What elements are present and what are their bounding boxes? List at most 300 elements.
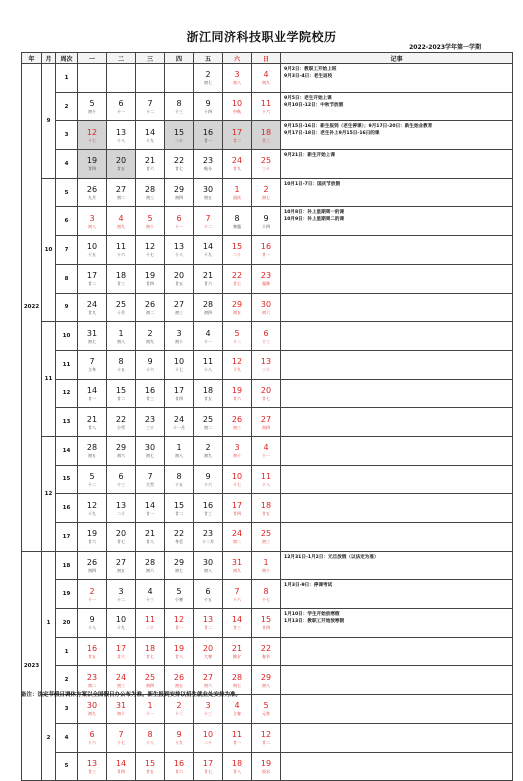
lunar-date: 初二 — [204, 424, 212, 430]
day-cell-wed — [136, 150, 165, 179]
lunar-date: 廿四 — [146, 281, 154, 287]
day-number: 29 — [260, 672, 272, 682]
day-number: 22 — [173, 156, 185, 166]
lunar-date: 初三 — [233, 424, 241, 430]
lunar-date: 三十 — [146, 424, 154, 430]
day-number: 14 — [144, 127, 156, 137]
day-cell-sun — [252, 178, 281, 207]
week-number-cell: 7 — [56, 236, 78, 265]
day-cell-tue — [107, 408, 136, 437]
lunar-date: 初二 — [233, 539, 241, 545]
day-cell-sat — [223, 580, 252, 609]
day-cell-fri — [194, 207, 223, 236]
day-number: 13 — [260, 357, 272, 367]
lunar-date: 寒露 — [233, 223, 241, 229]
lunar-date: 十八 — [204, 367, 212, 373]
day-cell-sun — [252, 752, 281, 781]
day-number: 2 — [263, 185, 269, 195]
lunar-date: 初四 — [262, 424, 270, 430]
day-number: 7 — [147, 471, 153, 481]
day-cell-sun — [252, 92, 281, 121]
week-row — [22, 322, 513, 351]
lunar-date: 十三 — [146, 596, 154, 602]
day-number: 13 — [115, 500, 127, 510]
lunar-date: 廿八 — [175, 654, 183, 660]
day-number: 2 — [89, 586, 95, 596]
day-cell-sat — [223, 436, 252, 465]
day-cell-fri — [194, 350, 223, 379]
day-cell-wed — [136, 121, 165, 150]
day-cell-sun — [252, 609, 281, 638]
month-cell: 12 — [42, 436, 56, 551]
day-cell-sat — [223, 408, 252, 437]
week-row — [22, 150, 513, 179]
day-cell-sat — [223, 207, 252, 236]
lunar-date: 十二 — [117, 596, 125, 602]
note-line: 9月5日：老生开始上课 — [284, 95, 332, 101]
header-row — [22, 53, 513, 64]
lunar-date: 除夕 — [233, 654, 241, 660]
month-cell: 11 — [42, 322, 56, 437]
day-cell-sun — [252, 637, 281, 666]
month-cell: 2 — [42, 695, 56, 781]
day-cell-fri — [194, 150, 223, 179]
day-cell-thu — [165, 379, 194, 408]
day-cell-tue — [107, 436, 136, 465]
notes-cell — [281, 637, 513, 666]
day-cell-tue — [107, 264, 136, 293]
lunar-date: 初七 — [146, 453, 154, 459]
week-number-cell: 12 — [56, 379, 78, 408]
lunar-date: 初八 — [117, 338, 125, 344]
day-number: 8 — [118, 357, 124, 367]
month-cell: 1 — [42, 551, 56, 694]
page-title: 浙江同济科技职业学院校历 — [186, 30, 337, 44]
day-number: 20 — [173, 271, 185, 281]
note-line: 9月21日：新生开始上课 — [284, 153, 335, 159]
day-number: 13 — [173, 242, 185, 252]
day-cell-tue — [107, 322, 136, 351]
day-number: 27 — [173, 299, 185, 309]
lunar-date: 廿七 — [204, 768, 212, 774]
day-cell-mon — [78, 695, 107, 724]
notes-cell — [281, 551, 513, 580]
day-cell-sat — [223, 350, 252, 379]
day-number: 11 — [202, 357, 214, 367]
day-cell-fri — [194, 695, 223, 724]
header-tue: 二 — [107, 53, 136, 64]
day-number: 16 — [202, 127, 214, 137]
lunar-date: 十八 — [262, 481, 270, 487]
day-number: 24 — [231, 156, 243, 166]
day-number: 12 — [86, 500, 98, 510]
lunar-date: 大雪 — [146, 481, 154, 487]
day-cell-tue — [107, 465, 136, 494]
lunar-date: 十一月 — [173, 424, 185, 430]
day-cell-tue — [107, 580, 136, 609]
day-cell-sat — [223, 494, 252, 523]
notes-cell — [281, 379, 513, 408]
day-number: 21 — [144, 156, 156, 166]
lunar-date: 十九 — [146, 137, 154, 143]
day-cell-mon — [78, 92, 107, 121]
day-number: 6 — [205, 586, 211, 596]
header-year: 年 — [22, 53, 42, 64]
day-cell-wed — [136, 293, 165, 322]
day-number: 12 — [144, 242, 156, 252]
lunar-date: 二十 — [262, 367, 270, 373]
day-cell-wed — [136, 207, 165, 236]
day-number: 31 — [231, 558, 243, 568]
notes-cell — [281, 236, 513, 265]
day-number: 14 — [144, 500, 156, 510]
lunar-date: 冬至 — [175, 539, 183, 545]
lunar-date: 廿二 — [175, 510, 183, 516]
lunar-date: 初五 — [117, 568, 125, 574]
lunar-date: 初八 — [262, 682, 270, 688]
day-number: 4 — [147, 586, 153, 596]
calendar-body — [22, 64, 513, 781]
day-number: 5 — [234, 328, 240, 338]
day-number: 7 — [234, 586, 240, 596]
lunar-date: 十二 — [88, 481, 96, 487]
lunar-date: 十三 — [204, 711, 212, 717]
notes-cell — [281, 64, 513, 93]
day-number: 15 — [231, 242, 243, 252]
day-number: 3 — [89, 213, 95, 223]
day-cell-fri — [194, 408, 223, 437]
day-number: 25 — [202, 414, 214, 424]
day-number: 30 — [144, 443, 156, 453]
day-number: 30 — [202, 185, 214, 195]
header-week: 周次 — [56, 53, 78, 64]
day-number: 23 — [202, 156, 214, 166]
day-number: 12 — [173, 615, 185, 625]
note-line: 9月17日-18日：老生补上9月15日-16日的课 — [284, 131, 380, 137]
day-number: 3 — [234, 443, 240, 453]
lunar-date: 廿九 — [88, 309, 96, 315]
day-number: 7 — [89, 357, 95, 367]
notes-cell — [281, 121, 513, 150]
lunar-date: 十二月 — [202, 539, 214, 545]
day-cell-sun — [252, 695, 281, 724]
day-cell-mon — [78, 178, 107, 207]
day-number: 19 — [144, 271, 156, 281]
day-cell-mon — [78, 121, 107, 150]
day-number: 4 — [263, 70, 269, 80]
lunar-date: 廿六 — [175, 768, 183, 774]
lunar-date: 廿二 — [88, 281, 96, 287]
day-cell-wed — [136, 637, 165, 666]
footer-note: 备注：法定节假日调休方案以全国假日办公布为准。新生报到安排以招生就业处安排为准。 — [21, 692, 242, 698]
notes-cell — [281, 494, 513, 523]
lunar-date: 廿五 — [175, 281, 183, 287]
day-cell-fri — [194, 178, 223, 207]
day-cell-tue — [107, 150, 136, 179]
notes-cell — [281, 666, 513, 695]
day-number: 25 — [115, 299, 127, 309]
day-cell-wed — [136, 178, 165, 207]
lunar-date: 初九 — [88, 711, 96, 717]
day-cell-wed — [136, 551, 165, 580]
day-number: 14 — [115, 758, 127, 768]
day-cell-mon — [78, 236, 107, 265]
week-number-cell: 11 — [56, 350, 78, 379]
day-number: 8 — [147, 730, 153, 740]
day-cell-mon — [78, 264, 107, 293]
lunar-date: 初七 — [175, 568, 183, 574]
notes-cell — [281, 264, 513, 293]
lunar-date: 十二 — [146, 109, 154, 115]
day-number: 5 — [89, 99, 95, 109]
day-number: 24 — [115, 672, 127, 682]
lunar-date: 春节 — [262, 654, 270, 660]
day-cell-wed — [136, 494, 165, 523]
lunar-date: 初五 — [233, 309, 241, 315]
lunar-date: 初七 — [262, 195, 270, 201]
day-cell-sat — [223, 150, 252, 179]
week-number-cell: 17 — [56, 523, 78, 552]
year-cell: 2022 — [22, 64, 42, 552]
lunar-date: 初五 — [88, 453, 96, 459]
lunar-date: 元宵 — [262, 711, 270, 717]
day-cell-sat — [223, 64, 252, 93]
day-number: 3 — [118, 586, 124, 596]
lunar-date: 廿三 — [88, 768, 96, 774]
day-cell-thu — [165, 121, 194, 150]
day-cell-mon — [78, 408, 107, 437]
lunar-date: 廿七 — [175, 166, 183, 172]
day-cell-sat — [223, 637, 252, 666]
day-cell-sun — [252, 666, 281, 695]
week-row — [22, 293, 513, 322]
week-row — [22, 379, 513, 408]
day-number: 13 — [202, 615, 214, 625]
day-cell-fri — [194, 752, 223, 781]
week-row — [22, 178, 513, 207]
lunar-date: 初五 — [204, 195, 212, 201]
week-number-cell: 3 — [56, 695, 78, 724]
week-number-cell: 19 — [56, 580, 78, 609]
lunar-date: 小雪 — [117, 424, 125, 430]
day-cell-sun — [252, 551, 281, 580]
week-row — [22, 723, 513, 752]
lunar-date: 廿三 — [117, 281, 125, 287]
notes-cell — [281, 207, 513, 236]
week-number-cell: 2 — [56, 92, 78, 121]
week-number-cell: 6 — [56, 207, 78, 236]
day-number: 26 — [86, 558, 98, 568]
day-number: 19 — [86, 529, 98, 539]
day-number: 28 — [231, 672, 243, 682]
day-number: 20 — [202, 644, 214, 654]
day-number: 8 — [263, 586, 269, 596]
day-cell-thu — [165, 436, 194, 465]
day-number: 21 — [144, 529, 156, 539]
header-sat: 六 — [223, 53, 252, 64]
day-cell-thu — [165, 150, 194, 179]
lunar-date: 十七 — [117, 740, 125, 746]
day-number: 5 — [263, 701, 269, 711]
week-number-cell: 8 — [56, 264, 78, 293]
note-line: 1月3日-9日：停课考试 — [284, 583, 333, 589]
lunar-date: 十九 — [233, 367, 241, 373]
day-number: 6 — [263, 328, 269, 338]
day-cell-sun — [252, 207, 281, 236]
notes-cell — [281, 752, 513, 781]
day-number: 4 — [263, 443, 269, 453]
day-cell-sun — [252, 293, 281, 322]
week-number-cell: 16 — [56, 494, 78, 523]
day-cell-tue — [107, 637, 136, 666]
week-number-cell: 20 — [56, 609, 78, 638]
day-cell-mon — [78, 379, 107, 408]
note-line: 10月8日：补上星期周一的课 — [284, 210, 345, 216]
day-cell-sun — [252, 322, 281, 351]
week-row — [22, 637, 513, 666]
week-number-cell: 18 — [56, 551, 78, 580]
day-cell-fri — [194, 465, 223, 494]
note-line: 1月13日：教职工开始放寒假 — [284, 619, 345, 625]
day-cell-tue — [107, 121, 136, 150]
day-cell-mon — [78, 723, 107, 752]
day-cell-mon — [78, 637, 107, 666]
day-cell-sun — [252, 523, 281, 552]
lunar-date: 十月 — [117, 309, 125, 315]
lunar-date: 十一 — [262, 453, 270, 459]
lunar-date: 立春 — [233, 711, 241, 717]
day-cell-tue — [107, 236, 136, 265]
lunar-date: 初六 — [204, 682, 212, 688]
day-number: 27 — [115, 558, 127, 568]
week-row — [22, 350, 513, 379]
day-cell-tue — [107, 609, 136, 638]
day-number: 28 — [144, 185, 156, 195]
day-cell-thu — [165, 580, 194, 609]
lunar-date: 中秋 — [233, 109, 241, 115]
lunar-date: 廿五 — [117, 166, 125, 172]
lunar-date: 廿四 — [262, 625, 270, 631]
notes-cell — [281, 436, 513, 465]
day-cell-tue — [107, 551, 136, 580]
lunar-date: 初七 — [233, 682, 241, 688]
day-number: 22 — [260, 644, 272, 654]
day-cell-wed — [136, 322, 165, 351]
lunar-date: 廿五 — [146, 768, 154, 774]
note-line: 10月1日-7日：国庆节放假 — [284, 181, 341, 187]
note-line: 10月9日：补上星期周二的课 — [284, 217, 345, 223]
day-cell-sat — [223, 695, 252, 724]
lunar-date: 廿六 — [233, 395, 241, 401]
day-cell-fri — [194, 723, 223, 752]
lunar-date: 大寒 — [204, 654, 212, 660]
week-number-cell: 4 — [56, 150, 78, 179]
lunar-date: 十五 — [175, 481, 183, 487]
day-cell-tue — [107, 178, 136, 207]
day-cell-tue — [107, 293, 136, 322]
lunar-date: 廿二 — [233, 137, 241, 143]
lunar-date: 廿三 — [262, 137, 270, 143]
day-number: 10 — [231, 471, 243, 481]
day-number: 25 — [144, 672, 156, 682]
week-number-cell: 5 — [56, 752, 78, 781]
day-number: 23 — [86, 672, 98, 682]
lunar-date: 二十 — [117, 510, 125, 516]
lunar-date: 初九 — [204, 453, 212, 459]
day-cell-mon — [78, 609, 107, 638]
lunar-date: 九月 — [88, 195, 96, 201]
day-number: 26 — [144, 299, 156, 309]
day-number: 15 — [144, 758, 156, 768]
day-number: 15 — [173, 500, 185, 510]
lunar-date: 廿一 — [175, 625, 183, 631]
day-number: 11 — [260, 99, 272, 109]
day-number: 23 — [202, 529, 214, 539]
day-cell-sun — [252, 264, 281, 293]
day-number: 18 — [144, 644, 156, 654]
day-cell-fri — [194, 379, 223, 408]
lunar-date: 十三 — [117, 481, 125, 487]
day-cell-thu — [165, 408, 194, 437]
day-cell-wed — [136, 523, 165, 552]
day-number: 1 — [263, 558, 269, 568]
lunar-date: 初六 — [146, 568, 154, 574]
day-cell-fri — [194, 264, 223, 293]
day-number: 18 — [115, 271, 127, 281]
week-number-cell: 13 — [56, 408, 78, 437]
notes-cell — [281, 293, 513, 322]
day-cell-sun — [252, 379, 281, 408]
day-cell-mon — [78, 207, 107, 236]
day-number: 19 — [86, 156, 98, 166]
day-cell-mon — [78, 523, 107, 552]
lunar-date: 十三 — [262, 338, 270, 344]
day-number: 17 — [86, 271, 98, 281]
day-number: 4 — [234, 701, 240, 711]
lunar-date: 十一 — [175, 223, 183, 229]
day-number: 17 — [173, 385, 185, 395]
month-cell: 10 — [42, 178, 56, 321]
lunar-date: 十六 — [146, 367, 154, 373]
day-cell-mon — [78, 551, 107, 580]
day-cell-wed — [136, 350, 165, 379]
lunar-date: 初八 — [204, 568, 212, 574]
week-row — [22, 408, 513, 437]
day-cell-thu — [165, 92, 194, 121]
day-number: 1 — [147, 701, 153, 711]
day-number: 16 — [144, 385, 156, 395]
day-number: 27 — [260, 414, 272, 424]
lunar-date: 霜降 — [262, 281, 270, 287]
lunar-date: 廿四 — [117, 768, 125, 774]
day-number: 10 — [202, 730, 214, 740]
lunar-date: 十九 — [175, 740, 183, 746]
lunar-date: 廿八 — [233, 768, 241, 774]
lunar-date: 十一 — [88, 596, 96, 602]
day-cell-sun — [252, 580, 281, 609]
lunar-date: 十六 — [262, 109, 270, 115]
header-month: 月 — [42, 53, 56, 64]
day-number: 20 — [115, 156, 127, 166]
day-number: 2 — [147, 328, 153, 338]
day-cell-fri — [194, 92, 223, 121]
lunar-date: 二十 — [146, 625, 154, 631]
week-row — [22, 580, 513, 609]
day-cell-sun — [252, 64, 281, 93]
lunar-date: 十七 — [88, 137, 96, 143]
lunar-date: 初四 — [204, 309, 212, 315]
day-number: 25 — [260, 529, 272, 539]
